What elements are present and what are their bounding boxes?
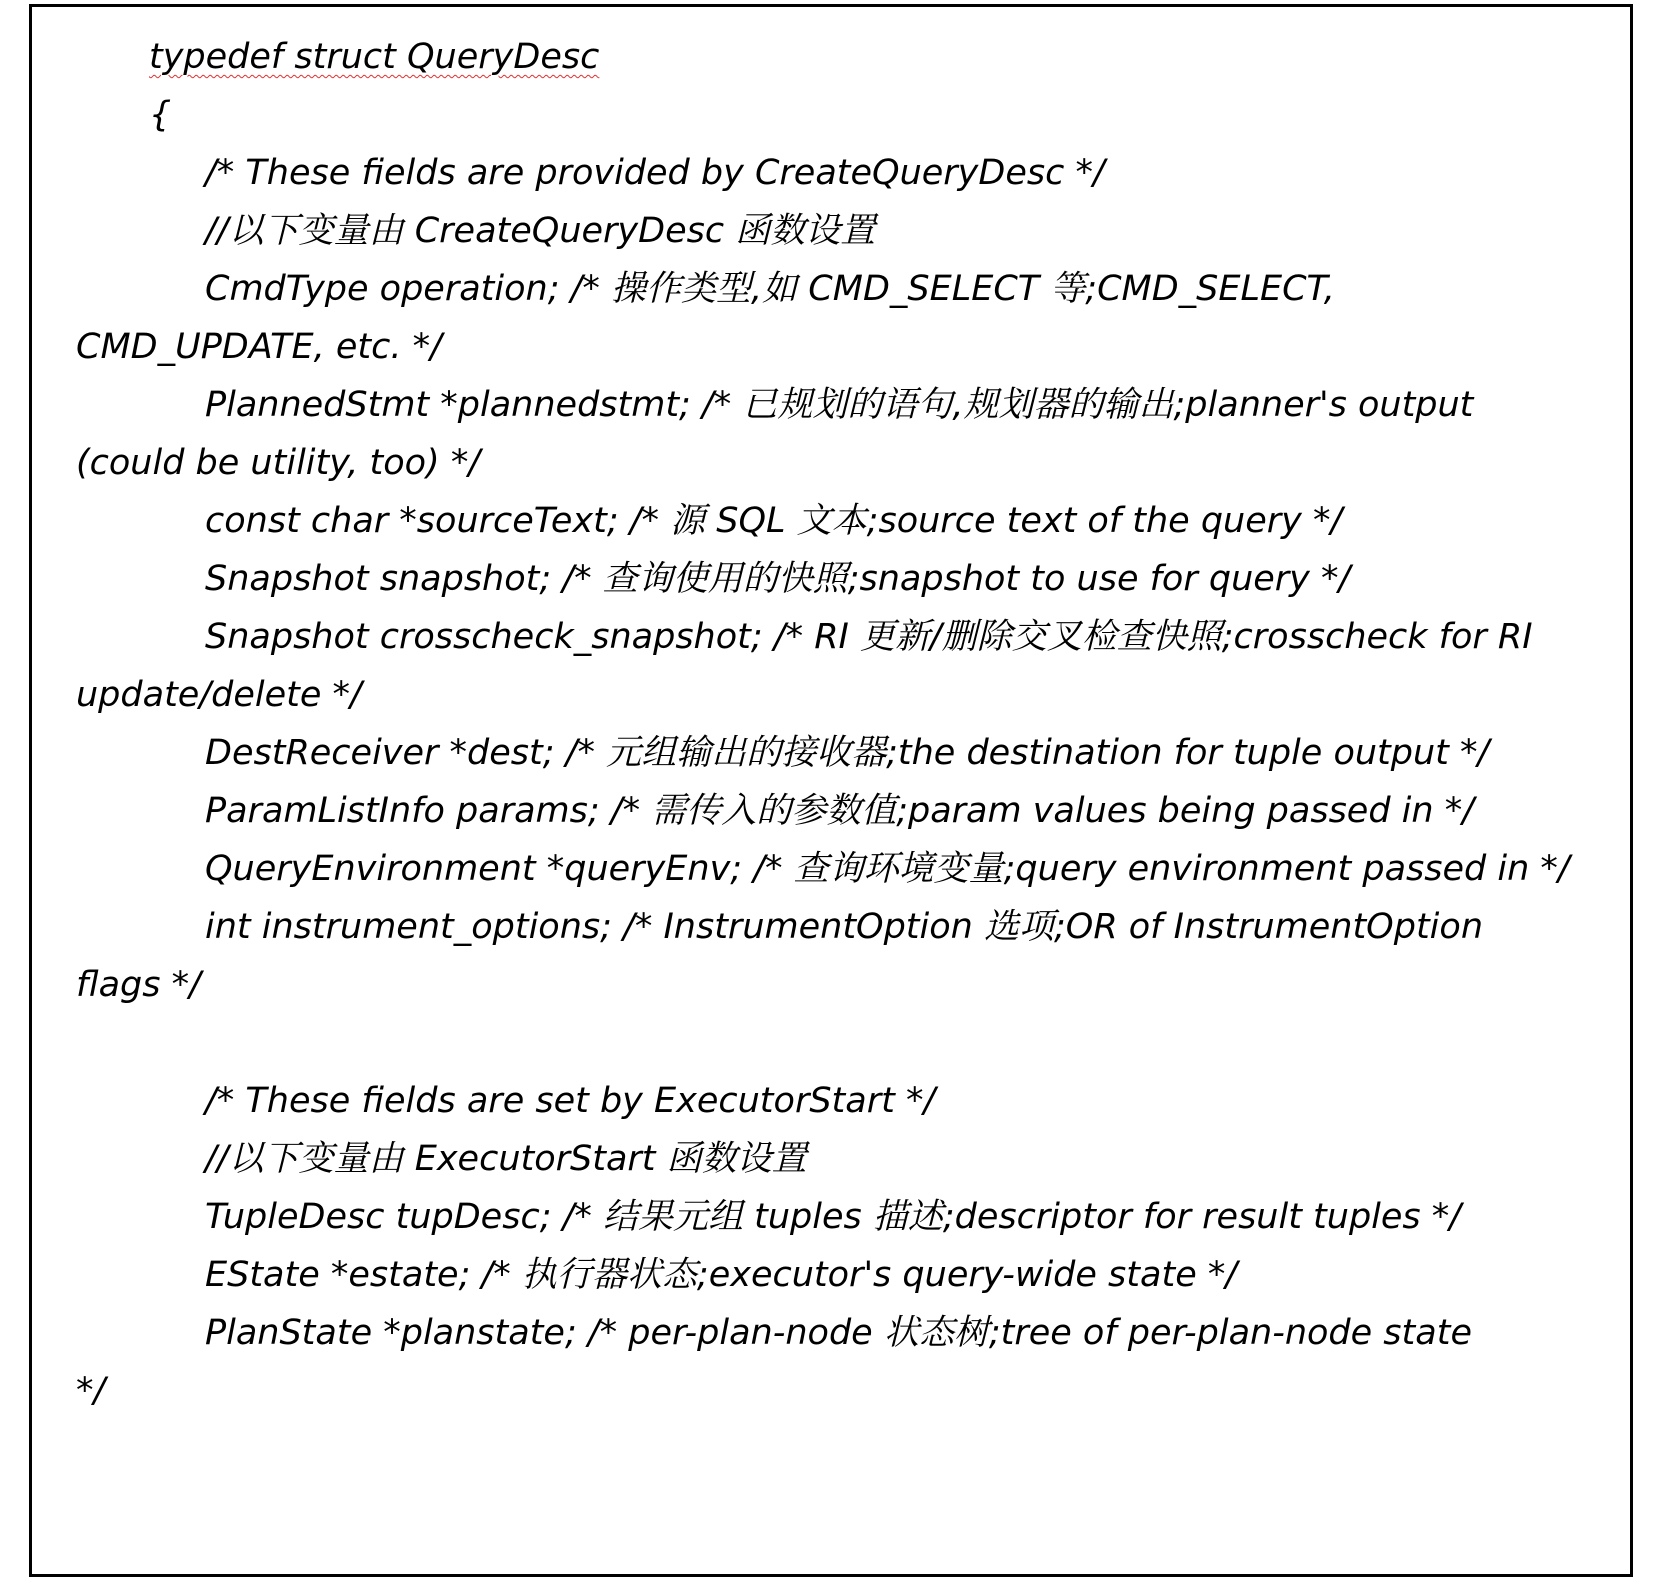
code-line: int instrument_options; /* InstrumentOption 选项;OR of InstrumentOption: [205, 907, 1483, 947]
code-line: CMD_UPDATE, etc. */: [76, 327, 442, 367]
code-line: /* These fields are provided by CreateQueryDesc */: [205, 153, 1105, 193]
code-text: typedef struct QueryDesc: [149, 37, 600, 77]
code-line: DestReceiver *dest; /* 元组输出的接收器;the destination for tuple output */: [205, 733, 1490, 773]
code-line: */: [76, 1371, 106, 1411]
code-line: QueryEnvironment *queryEnv; /* 查询环境变量;query environment passed in */: [205, 849, 1570, 889]
code-line: Snapshot snapshot; /* 查询使用的快照;snapshot to use for query */: [205, 559, 1351, 599]
code-line: PlannedStmt *plannedstmt; /* 已规划的语句,规划器的输出;planner's output: [205, 385, 1474, 425]
code-box: [29, 4, 1633, 1577]
code-line: TupleDesc tupDesc; /* 结果元组 tuples 描述;descriptor for result tuples */: [205, 1197, 1462, 1237]
code-line: update/delete */: [76, 675, 362, 715]
code-line: flags */: [76, 965, 201, 1005]
code-line: CmdType operation; /* 操作类型,如 CMD_SELECT 等;CMD_SELECT,: [205, 269, 1335, 309]
code-line: ParamListInfo params; /* 需传入的参数值;param values being passed in */: [205, 791, 1475, 831]
code-line: PlanState *planstate; /* per-plan-node 状态树;tree of per-plan-node state: [205, 1313, 1472, 1353]
code-line: [149, 37, 599, 77]
code-line: Snapshot crosscheck_snapshot; /* RI 更新/删除交叉检查快照;crosscheck for RI: [205, 617, 1533, 657]
code-line: //以下变量由 CreateQueryDesc 函数设置: [205, 211, 876, 251]
code-line: const char *sourceText; /* 源 SQL 文本;source text of the query */: [205, 501, 1343, 541]
code-line: EState *estate; /* 执行器状态;executor's query-wide state */: [205, 1255, 1238, 1295]
code-line: /* These fields are set by ExecutorStart */: [205, 1081, 936, 1121]
code-line: {: [149, 95, 172, 135]
code-line: //以下变量由 ExecutorStart 函数设置: [205, 1139, 807, 1179]
code-line: (could be utility, too) */: [76, 443, 481, 483]
